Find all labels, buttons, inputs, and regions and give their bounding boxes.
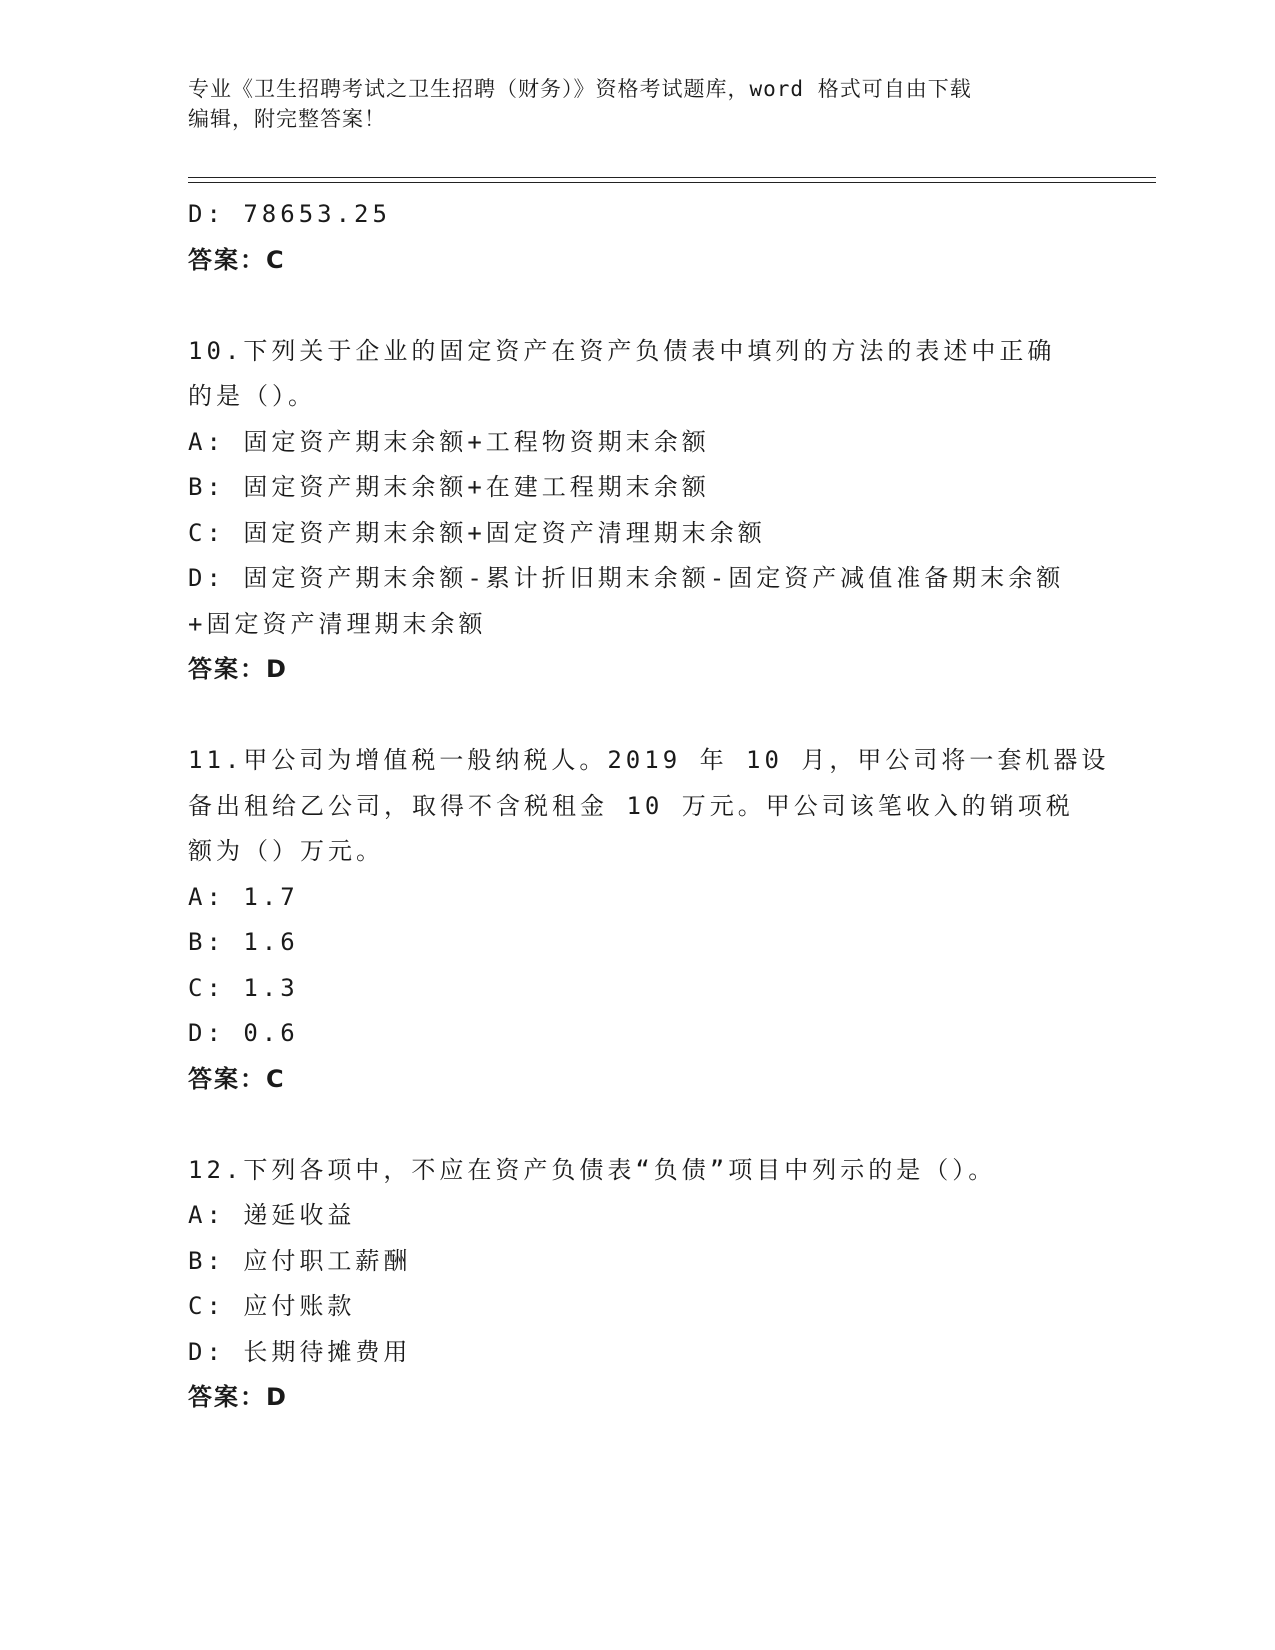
spacer: [188, 693, 1088, 739]
option-d: D: 0.6: [188, 1019, 299, 1047]
question-stem: 10.下列关于企业的固定资产在资产负债表中填列的方法的表述中正确: [188, 336, 1056, 365]
question-stem: 备出租给乙公司，取得不含税租金 10 万元。甲公司该笔收入的销项税: [188, 791, 1074, 820]
option-c: C: 应付账款: [188, 1292, 356, 1320]
header-divider: [188, 177, 1156, 178]
question-stem: 额为（）万元。: [188, 837, 384, 865]
header-line-2: 编辑，附完整答案！: [188, 107, 386, 131]
question-stem: 11.甲公司为增值税一般纳税人。2019 年 10 月，甲公司将一套机器设: [188, 746, 1110, 774]
answer-line: 答案：D: [188, 1383, 288, 1411]
question-block-12: [188, 1148, 1088, 1421]
option-b: B: 固定资产期末余额+在建工程期末余额: [188, 473, 710, 501]
header-divider-second: [188, 182, 1156, 183]
spacer: [188, 1102, 1088, 1148]
question-stem: 12.下列各项中，不应在资产负债表“负债”项目中列示的是（）。: [188, 1155, 997, 1184]
option-a: A: 1.7: [188, 882, 299, 911]
question-block-9-tail: [188, 192, 1088, 283]
spacer: [188, 283, 1088, 329]
option-b: B: 应付职工薪酬: [188, 1246, 412, 1275]
question-stem: 的是（）。: [188, 382, 316, 410]
header-line-1: 专业《卫生招聘考试之卫生招聘（财务）》资格考试题库，word 格式可自由下载: [188, 77, 972, 101]
page-header: [188, 74, 1068, 134]
option-d: D: 78653.25: [188, 200, 391, 228]
option-b: B: 1.6: [188, 928, 299, 956]
option-d: D: 固定资产期末余额-累计折旧期末余额-固定资产减值准备期末余额: [188, 564, 1065, 592]
option-c: C: 固定资产期末余额+固定资产清理期末余额: [188, 518, 766, 547]
answer-line: 答案：C: [188, 1064, 286, 1093]
answer-line: 答案：D: [188, 655, 288, 683]
option-a: A: 固定资产期末余额+工程物资期末余额: [188, 427, 710, 456]
option-a: A: 递延收益: [188, 1201, 356, 1229]
question-content: [188, 192, 1110, 1421]
option-c: C: 1.3: [188, 973, 299, 1002]
question-block-10: [188, 329, 1088, 693]
question-block-11: [188, 738, 1110, 1102]
option-d: D: 长期待摊费用: [188, 1337, 412, 1366]
option-d-continued: +固定资产清理期末余额: [188, 609, 487, 638]
answer-line: 答案：C: [188, 245, 286, 274]
